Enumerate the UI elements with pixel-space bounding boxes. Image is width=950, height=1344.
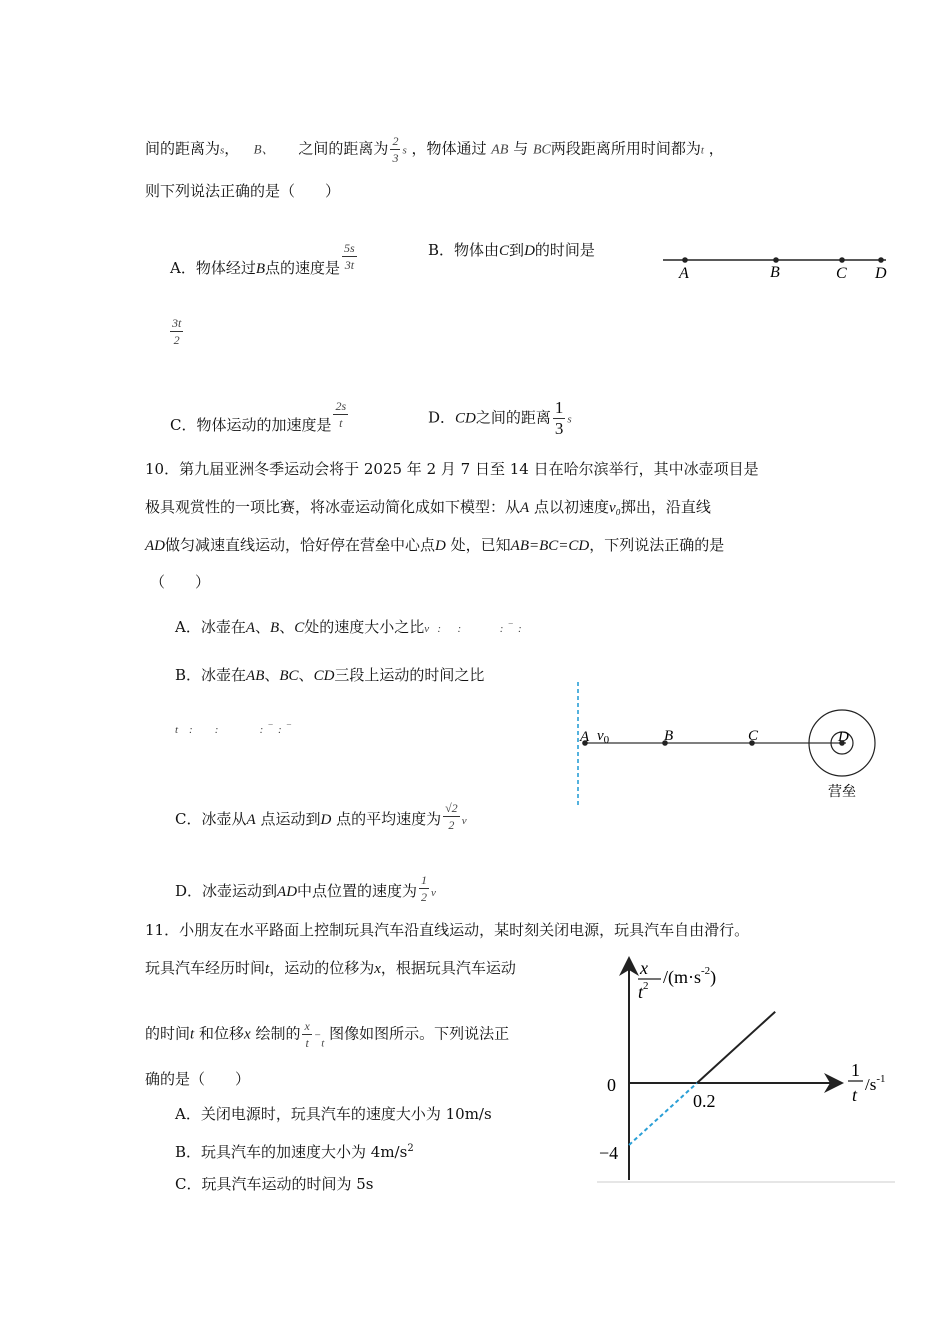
q11-chart <box>595 950 900 1185</box>
fraction-2-3: $\frac{2}{3}$ <box>392 134 399 165</box>
q10-curling-diagram <box>565 680 885 810</box>
q9-line2: 则下列说法正确的是（ ） <box>145 182 341 200</box>
origin-label: 0 <box>607 1075 616 1095</box>
x-unit-exp: -1 <box>876 1073 886 1085</box>
v0-sub: 0 <box>603 734 610 746</box>
point-c-label: C <box>836 265 847 282</box>
q10-option-b: B．冰壶在AB、BC、CD三段上运动的时间之比 <box>175 666 485 684</box>
y-tick-label: −4 <box>599 1143 619 1163</box>
series-measured-line <box>697 1012 775 1083</box>
x-label-denominator: t <box>852 1085 858 1105</box>
x-label-numerator: 1 <box>851 1060 860 1080</box>
q11-option-b: B．玩具汽车的加速度大小为 $4m/s^2$ <box>175 1143 414 1161</box>
curling-b-label: B <box>664 728 674 744</box>
x-unit-main: /s <box>865 1075 877 1094</box>
y-unit-main: /(m·s <box>663 967 701 987</box>
curling-v0-label <box>597 728 610 746</box>
point-d-label: D <box>875 265 887 282</box>
fraction-sqrt2-2: $\frac{√2}{2}$ <box>445 801 458 832</box>
y-label-denominator <box>638 980 649 1002</box>
x-label-unit <box>865 1073 886 1094</box>
q9-option-d: D．CD之间的距离 $\frac{1}{3}$ s <box>428 398 572 438</box>
q10-line3: AD做匀减速直线运动，恰好停在营垒中心点D 处，已知AB=BC=CD，下列说法正确的是 <box>145 536 725 554</box>
curling-d-label: D <box>838 729 849 745</box>
q11-line1: 11．小朋友在水平路面上控制玩具汽车沿直线运动，某时刻关闭电源，玩具汽车自由滑行。 <box>145 921 750 939</box>
q9-option-c: C．物体运动的加速度是 $\frac{2s}{t}$ <box>170 399 347 434</box>
y-den-t: t <box>638 982 644 1002</box>
q9-option-b-fraction <box>168 315 185 348</box>
v0-v: v <box>597 728 604 744</box>
curling-c-label: C <box>748 728 759 744</box>
q10-option-d: D．冰壶运动到AD中点位置的速度为 $\frac{1}{2}$ v <box>175 873 436 904</box>
q11-line2: 玩具汽车经历时间t，运动的位移为x，根据玩具汽车运动 <box>145 959 516 977</box>
fraction-1-2: $\frac{1}{2}$ <box>421 873 428 904</box>
q10-option-c: C．冰壶从A 点运动到D 点的平均速度为 $\frac{√2}{2}$ v <box>175 801 467 832</box>
fraction-5s-3t: $\frac{5s}{3t}$ <box>344 241 355 272</box>
q10-line4: （ ） <box>150 573 211 591</box>
q10-option-b-ratio: t : : : ‾ : ‾ <box>175 724 291 736</box>
q10-option-a: A．冰壶在A、B、C处的速度大小之比v : : : ‾ : <box>175 618 522 636</box>
x-tick-label: 0.2 <box>693 1091 716 1111</box>
fraction-x-t: $\frac{x}{t}$ <box>304 1019 310 1050</box>
y-unit-exp: -2 <box>701 965 711 977</box>
fraction-3t-2: $\frac{3t}{2}$ <box>172 316 182 347</box>
fraction-1-3: $\frac{1}{3}$ <box>554 398 564 438</box>
y-den-exp: 2 <box>643 980 649 992</box>
point-a-label: A <box>679 265 689 282</box>
q11-option-c: C．玩具汽车运动的时间为 5s <box>175 1175 374 1193</box>
y-label-unit <box>663 965 716 988</box>
q11-line3: 的时间t 和位移x 绘制的 $\frac{x}{t}$ $-_t$ 图像如图所示。下列说法正 <box>145 1019 510 1050</box>
house-label: 营垒 <box>828 785 856 800</box>
q9-line1: 间的距离为s， B、 之间的距离为 $\frac{2}{3}$ s ，物体通过 AB 与 BC两段距离所用时间都为t ， <box>145 134 724 165</box>
curling-a-label: A <box>580 729 590 745</box>
point-b-label: B <box>770 264 780 281</box>
q10-line1: 10．第九届亚洲冬季运动会将于 2025 年 2 月 7 日至 14 日在哈尔滨举行，其中冰壶项目是 <box>145 460 759 478</box>
y-label-numerator: x <box>640 958 648 978</box>
q9-option-a: A．物体经过B点的速度是 $\frac{5s}{3t}$ <box>170 241 355 277</box>
q9-segment-diagram <box>660 250 900 286</box>
series-extrapolated-line <box>629 1083 697 1145</box>
q10-line2: 极具观赏性的一项比赛，将冰壶运动简化成如下模型：从A 点以初速度v₀掷出，沿直线 <box>145 498 711 516</box>
y-unit-close: ) <box>710 967 717 987</box>
q11-option-a: A．关闭电源时，玩具汽车的速度大小为 10m/s <box>175 1105 492 1123</box>
q9-option-b: B．物体由C到D的时间是 <box>428 241 595 259</box>
fraction-2s-t: $\frac{2s}{t}$ <box>335 399 347 430</box>
q11-line4: 确的是（ ） <box>145 1070 251 1088</box>
